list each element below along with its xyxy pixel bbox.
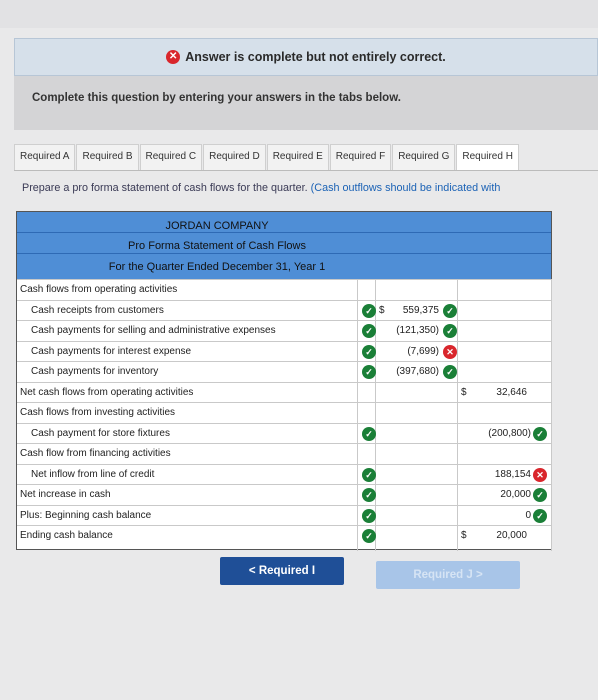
correct-check-icon: ✓ <box>533 488 547 502</box>
prompt-note: (Cash outflows should be indicated with <box>310 182 501 194</box>
tab-required-c[interactable]: Required C <box>140 144 203 170</box>
row-label: Cash payment for store fixtures <box>31 427 170 439</box>
correct-check-icon: ✓ <box>362 468 376 482</box>
row-label: Net increase in cash <box>20 489 111 500</box>
correct-check-icon: ✓ <box>362 488 376 502</box>
statement-header <box>17 212 551 279</box>
amount-input[interactable]: (121,350) <box>396 325 439 336</box>
currency-symbol: $ <box>379 304 385 316</box>
correct-check-icon: ✓ <box>443 324 457 338</box>
row-label: Cash payments for selling and administrative expenses <box>31 325 276 336</box>
prompt-main: Prepare a pro forma statement of cash flows for the quarter. <box>22 182 308 194</box>
question-prompt <box>22 182 500 194</box>
incorrect-x-icon: ✕ <box>533 468 547 482</box>
row-label: Net cash flows from operating activities <box>20 386 194 398</box>
incorrect-x-icon: ✕ <box>443 345 457 359</box>
statement-row <box>17 320 551 340</box>
statement-row <box>17 341 551 361</box>
row-label: Cash payments for interest expense <box>31 345 192 357</box>
amount-input[interactable]: 559,375 <box>402 304 439 316</box>
previous-required-button[interactable]: < Required I <box>220 557 344 585</box>
tab-required-b[interactable]: Required B <box>76 144 138 170</box>
tab-required-f[interactable]: Required F <box>330 144 391 170</box>
tab-required-d[interactable]: Required D <box>203 144 266 170</box>
tabs-divider <box>14 170 598 171</box>
tab-required-g[interactable]: Required G <box>392 144 455 170</box>
amount-input[interactable]: (7,699) <box>407 345 439 357</box>
feedback-alert <box>14 38 598 76</box>
statement-row <box>17 484 551 504</box>
correct-check-icon: ✓ <box>533 427 547 441</box>
header-divider <box>17 253 551 254</box>
instruction-text: Complete this question by entering your answers in the tabs below. <box>32 92 401 104</box>
correct-check-icon: ✓ <box>362 365 376 379</box>
amount-input[interactable]: 20,000 <box>500 489 531 500</box>
correct-check-icon: ✓ <box>362 345 376 359</box>
statement-row <box>17 505 551 525</box>
row-label: Cash flow from financing activities <box>20 448 171 459</box>
currency-symbol: $ <box>461 386 467 398</box>
statement-row <box>17 525 551 545</box>
statement-period: For the Quarter Ended December 31, Year 1 <box>108 261 326 273</box>
company-name: JORDAN COMPANY <box>165 220 269 232</box>
row-label: Cash flows from operating activities <box>20 284 178 295</box>
top-strip <box>0 0 598 28</box>
correct-check-icon: ✓ <box>443 304 457 318</box>
x-circle-icon: ✕ <box>166 50 180 64</box>
statement-row <box>17 300 551 320</box>
row-label: Cash receipts from customers <box>31 304 164 316</box>
amount-input[interactable]: 20,000 <box>496 530 527 541</box>
tab-required-a[interactable]: Required A <box>14 144 75 170</box>
row-label: Plus: Beginning cash balance <box>20 509 152 521</box>
correct-check-icon: ✓ <box>362 509 376 523</box>
amount-input[interactable]: 32,646 <box>496 386 527 398</box>
correct-check-icon: ✓ <box>533 509 547 523</box>
correct-check-icon: ✓ <box>362 304 376 318</box>
row-label: Ending cash balance <box>20 530 113 541</box>
tab-bar <box>14 140 598 170</box>
row-label: Cash payments for inventory <box>31 366 159 377</box>
column-separator <box>551 279 552 551</box>
correct-check-icon: ✓ <box>362 427 376 441</box>
amount-input[interactable]: (397,680) <box>396 366 439 377</box>
statement-row <box>17 402 551 422</box>
row-label: Net inflow from line of credit <box>31 468 155 480</box>
statement-title: Pro Forma Statement of Cash Flows <box>128 240 306 252</box>
tab-required-e[interactable]: Required E <box>267 144 329 170</box>
currency-symbol: $ <box>461 530 467 541</box>
alert-text: Answer is complete but not entirely correct. <box>185 50 446 64</box>
correct-check-icon: ✓ <box>443 365 457 379</box>
amount-input[interactable]: 188,154 <box>494 468 531 480</box>
amount-input[interactable]: 0 <box>525 509 531 521</box>
statement-row <box>17 464 551 484</box>
instruction-box <box>14 76 598 130</box>
statement-row <box>17 279 551 299</box>
statement-row <box>17 423 551 443</box>
row-label: Cash flows from investing activities <box>20 407 176 418</box>
cash-flow-statement <box>16 211 552 550</box>
next-required-button[interactable]: Required J > <box>376 561 520 589</box>
correct-check-icon: ✓ <box>362 324 376 338</box>
amount-input[interactable]: (200,800) <box>488 427 531 439</box>
statement-row <box>17 361 551 381</box>
header-divider <box>17 232 551 233</box>
correct-check-icon: ✓ <box>362 529 376 543</box>
tab-required-h[interactable]: Required H <box>456 144 519 170</box>
statement-row <box>17 382 551 402</box>
statement-row <box>17 443 551 463</box>
